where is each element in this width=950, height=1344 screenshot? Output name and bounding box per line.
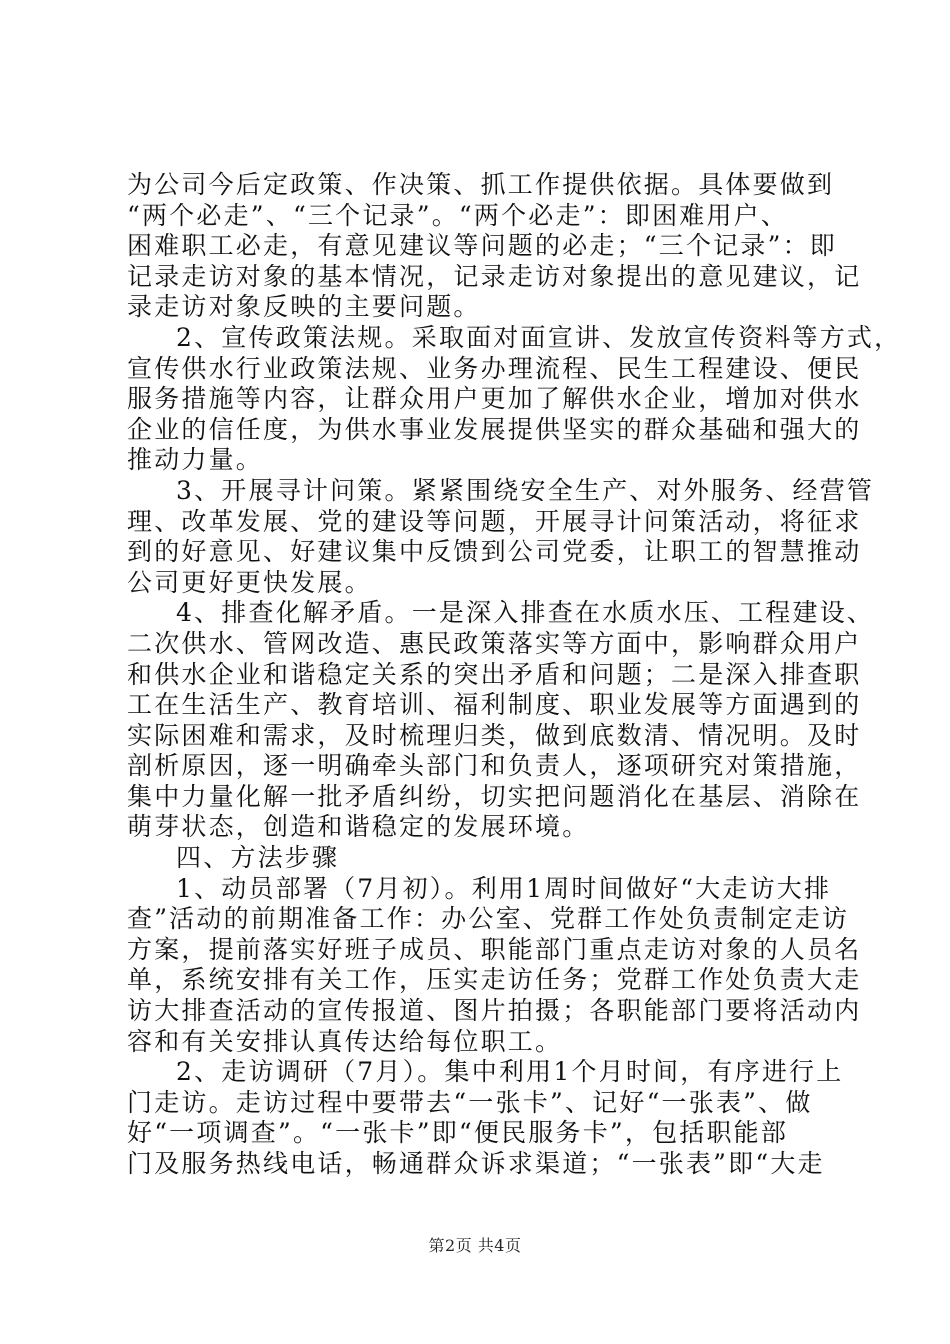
text-line: 2、宣传政策法规。采取面对面宣讲、发放宣传资料等方式，: [176, 322, 902, 352]
text-line: 实际困难和需求，及时梳理归类，做到底数清、情况明。及时: [127, 720, 862, 750]
body-text: [127, 170, 902, 1180]
text-line: 好“一项调查”。“一张卡”即“便民服务卡”，包括职能部: [127, 1118, 789, 1148]
text-line: 宣传供水行业政策法规、业务办理流程、民生工程建设、便民: [127, 353, 862, 383]
text-line: 剖析原因，逐一明确牵头部门和负责人，逐项研究对策措施，: [127, 751, 862, 781]
text-line: 困难职工必走，有意见建议等问题的必走；“三个记录”：即: [127, 231, 837, 261]
text-line: 萌芽状态，创造和谐稳定的发展环境。: [127, 812, 590, 842]
text-line: 工在生活生产、教育培训、福利制度、职业发展等方面遇到的: [127, 690, 862, 720]
text-line: 1、动员部署（7月初）。利用1周时间做好“大走访大排: [176, 873, 832, 903]
text-line: 4、排查化解矛盾。一是深入排查在水质水压、工程建设、: [176, 598, 875, 628]
text-line: 理、改革发展、党的建设等问题，开展寻计问策活动，将征求: [127, 506, 862, 536]
text-line: 公司更好更快发展。: [127, 567, 372, 597]
text-line: 服务措施等内容，让群众用户更加了解供水企业，增加对供水: [127, 384, 862, 414]
text-line: 二次供水、管网改造、惠民政策落实等方面中，影响群众用户: [127, 628, 862, 658]
text-line: 单，系统安排有关工作，压实走访任务；党群工作处负责大走: [127, 965, 862, 995]
text-line: “两个必走”、“三个记录”。“两个必走”：即困难用户、: [127, 200, 789, 230]
text-line: 2、走访调研（7月）。集中利用1个月时间，有序进行上: [176, 1057, 844, 1087]
text-line: 到的好意见、好建议集中反馈到公司党委，让职工的智慧推动: [127, 537, 862, 567]
text-line: 集中力量化解一批矛盾纠纷，切实把问题消化在基层、消除在: [127, 781, 862, 811]
text-line: 查”活动的前期准备工作：办公室、党群工作处负责制定走访: [127, 904, 850, 934]
text-line: 门走访。走访过程中要带去“一张卡”、记好“一张表”、做: [127, 1087, 813, 1117]
page-footer: 第2页 共4页: [428, 1236, 522, 1255]
text-line: 容和有关安排认真传达给每位职工。: [127, 1026, 563, 1056]
text-line: 方案，提前落实好班子成员、职能部门重点走访对象的人员名: [127, 934, 862, 964]
text-line: 3、开展寻计问策。紧紧围绕安全生产、对外服务、经营管: [176, 475, 875, 505]
text-line: 记录走访对象的基本情况，记录走访对象提出的意见建议，记: [127, 261, 862, 291]
text-line: 访大排查活动的宣传报道、图片拍摄；各职能部门要将活动内: [127, 996, 862, 1026]
text-line: 录走访对象反映的主要问题。: [127, 292, 481, 322]
text-line: 为公司今后定政策、作决策、抓工作提供依据。具体要做到: [127, 170, 835, 199]
text-line: 企业的信任度，为供水事业发展提供坚实的群众基础和强大的: [127, 414, 862, 444]
text-line: 门及服务热线电话，畅通群众诉求渠道；“一张表”即“大走: [127, 1149, 825, 1178]
text-line: 和供水企业和谐稳定关系的突出矛盾和问题；二是深入排查职: [127, 659, 862, 689]
text-line: 推动力量。: [127, 445, 264, 475]
text-line: 四、方法步骤: [176, 843, 340, 873]
